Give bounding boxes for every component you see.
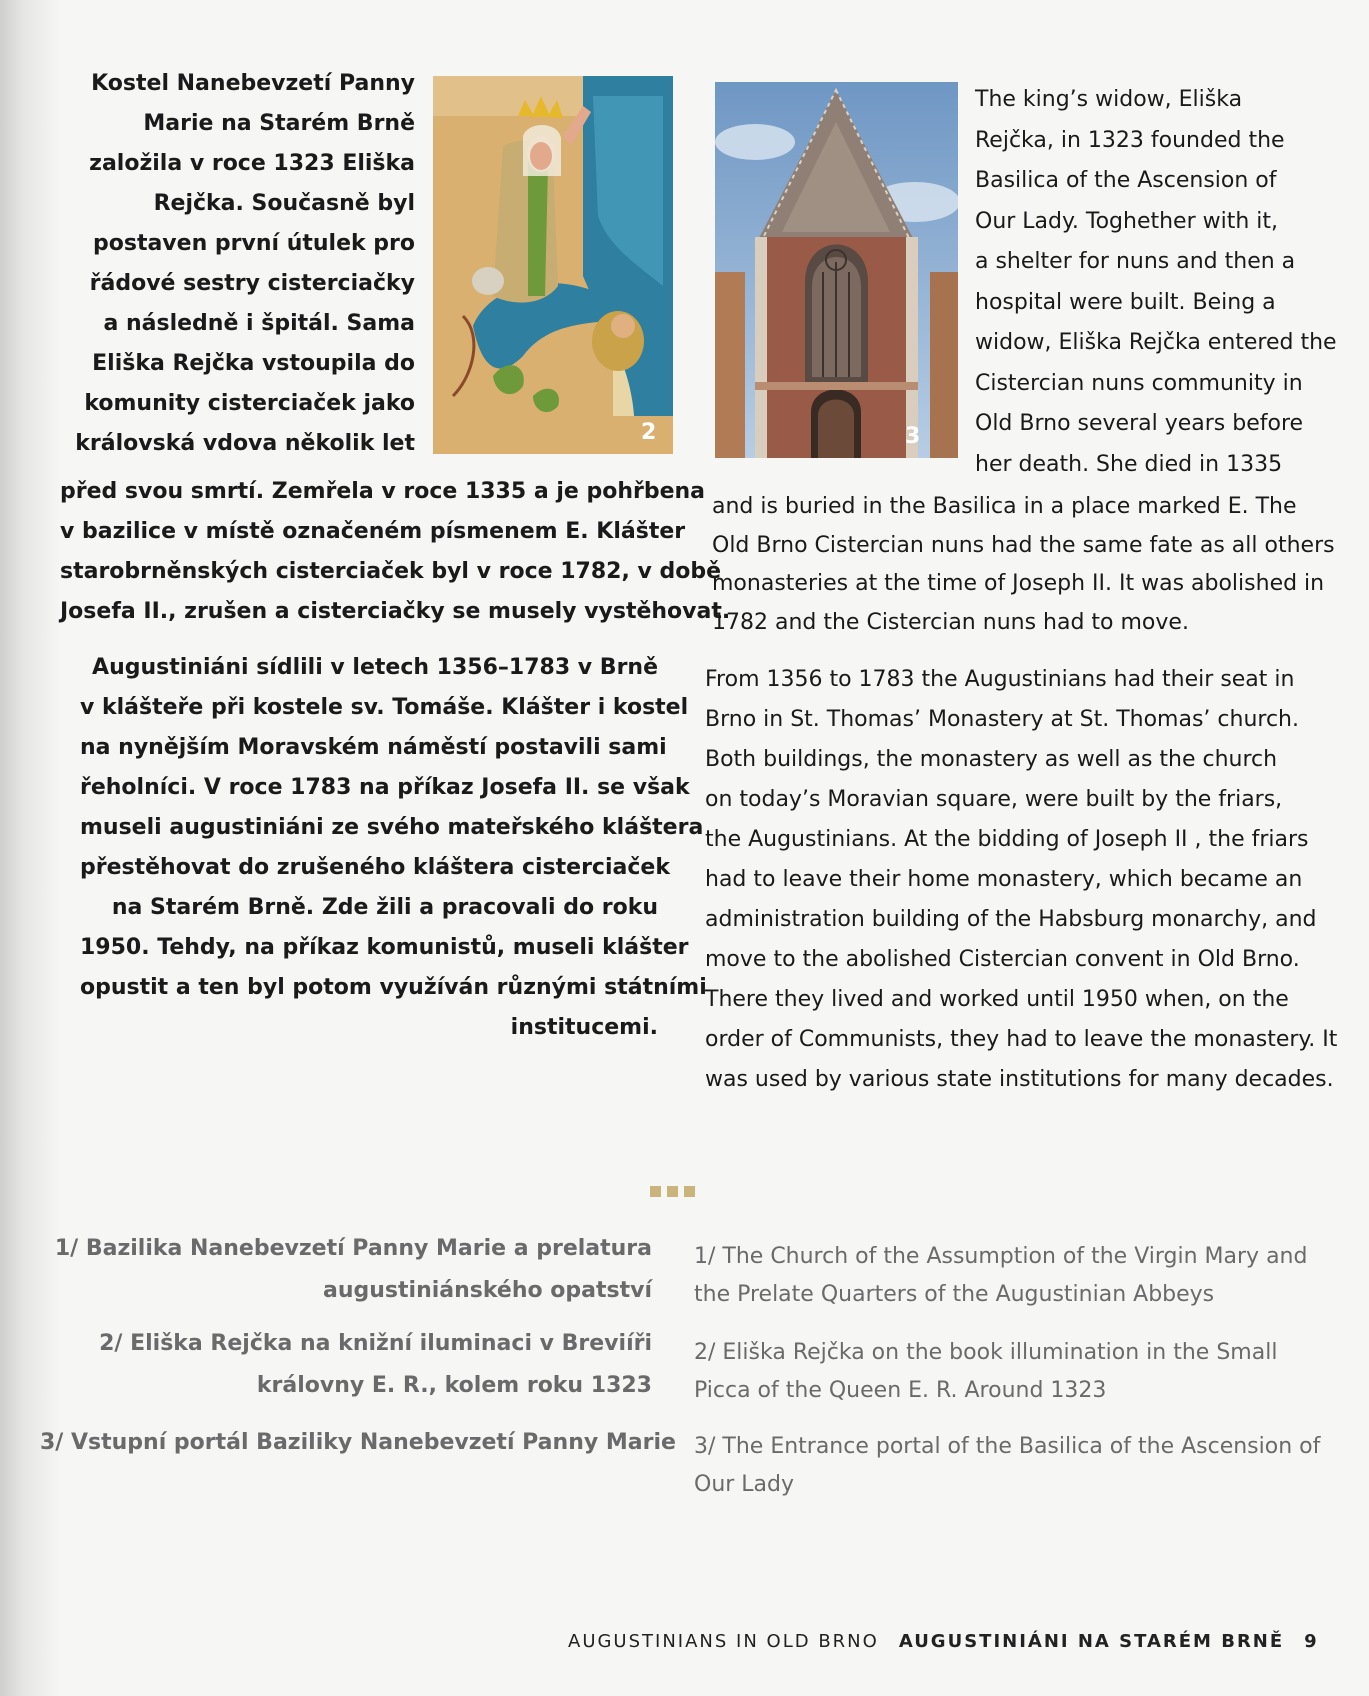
footer-title-english: AUGUSTINIANS IN OLD BRNO <box>568 1630 879 1652</box>
caption-en-2 <box>694 1334 1334 1410</box>
text-line: was used by various state institutions for many decades. <box>705 1067 1334 1092</box>
text-line: 1950. Tehdy, na příkaz komunistů, museli klášter <box>80 935 689 960</box>
text-line: Old Brno several years before <box>975 411 1304 436</box>
square-icon <box>684 1186 695 1197</box>
text-line: museli augustiniáni ze svého mateřského kláštera <box>80 815 704 840</box>
caption-cz-1 <box>40 1228 652 1312</box>
text-line: widow, Eliška Rejčka entered the <box>975 330 1337 355</box>
caption-line: 3/ Vstupní portál Baziliky Nanebevzetí Panny Marie <box>40 1430 676 1455</box>
text-line: Josefa II., zrušen a cisterciačky se musely vystěhovat. <box>60 599 731 624</box>
english-paragraph-1-wide <box>712 488 1335 642</box>
illumination-artwork <box>433 76 673 454</box>
text-line: v bazilice v místě označeném písmenem E. Klášter <box>60 519 686 544</box>
english-paragraph-1-narrow <box>975 80 1337 485</box>
caption-line: 2/ Eliška Rejčka na knižní iluminaci v Breviíři <box>99 1331 652 1356</box>
text-line: on today’s Moravian square, were built by the friars, <box>705 787 1283 812</box>
page-footer <box>568 1626 1319 1656</box>
english-paragraph-2 <box>705 660 1338 1100</box>
caption-line: 1/ Bazilika Nanebevzetí Panny Marie a prelatura <box>54 1236 652 1261</box>
text-line: královská vdova několik let <box>75 431 415 456</box>
text-line: v klášteře při kostele sv. Tomáše. Klášter i kostel <box>80 695 689 720</box>
caption-line: the Prelate Quarters of the Augustinian Abbeys <box>694 1282 1215 1307</box>
text-line: 1782 and the Cistercian nuns had to move. <box>712 609 1189 635</box>
text-line: opustit a ten byl potom využíván různými státními <box>80 975 707 1000</box>
czech-paragraph-1-narrow <box>60 64 415 464</box>
text-line: Brno in St. Thomas’ Monastery at St. Thomas’ church. <box>705 707 1299 732</box>
text-line: order of Communists, they had to leave the monastery. It <box>705 1027 1338 1052</box>
text-line: There they lived and worked until 1950 when, on the <box>705 987 1289 1012</box>
text-line: na nynějším Moravském náměstí postavili sami <box>80 735 667 760</box>
portal-image <box>715 82 958 458</box>
text-line: From 1356 to 1783 the Augustinians had their seat in <box>705 667 1295 692</box>
text-line: před svou smrtí. Zemřela v roce 1335 a je pohřbena <box>60 479 706 504</box>
text-line: hospital were built. Being a <box>975 289 1276 315</box>
text-line: postaven první útulek pro <box>92 231 415 256</box>
text-line: Eliška Rejčka vstoupila do <box>92 351 415 376</box>
caption-cz-3 <box>40 1422 676 1464</box>
separator-dots <box>650 1182 710 1196</box>
text-line: Our Lady. Toghether with it, <box>975 208 1279 234</box>
caption-cz-2 <box>40 1323 652 1407</box>
text-line: Basilica of the Ascension of <box>975 168 1277 193</box>
illumination-image <box>433 76 673 454</box>
text-line: Old Brno Cistercian nuns had the same fate as all others <box>712 532 1335 558</box>
text-line: move to the abolished Cistercian convent in Old Brno. <box>705 947 1300 972</box>
caption-line: augustiniánského opatství <box>323 1278 652 1303</box>
text-line: Cistercian nuns community in <box>975 370 1303 396</box>
text-line: the Augustinians. At the bidding of Joseph II , the friars <box>705 827 1309 852</box>
text-line: institucemi. <box>510 1015 658 1040</box>
text-line: Rejčka. Současně byl <box>153 191 415 216</box>
text-line: and is buried in the Basilica in a place marked E. The <box>712 494 1297 519</box>
text-line: administration building of the Habsburg monarchy, and <box>705 907 1317 932</box>
text-line: Both buildings, the monastery as well as the church <box>705 747 1278 772</box>
text-line: a následně i špitál. Sama <box>103 311 415 336</box>
czech-paragraph-2 <box>80 648 707 1048</box>
caption-line: královny E. R., kolem roku 1323 <box>256 1373 652 1398</box>
text-line: monasteries at the time of Joseph II. It was abolished in <box>712 571 1325 596</box>
image-number-3: 3 <box>905 424 921 449</box>
square-icon <box>667 1186 678 1197</box>
text-line: starobrněnských cisterciaček byl v roce 1782, v době <box>60 559 721 584</box>
text-line: na Starém Brně. Zde žili a pracovali do roku <box>111 895 658 920</box>
text-line: komunity cisterciaček jako <box>84 391 415 416</box>
page-number: 9 <box>1304 1630 1319 1652</box>
text-line: Rejčka, in 1323 founded the <box>975 127 1285 153</box>
footer-title-czech: AUGUSTINIÁNI NA STARÉM BRNĚ <box>898 1630 1285 1652</box>
caption-line: Picca of the Queen E. R. Around 1323 <box>694 1378 1107 1403</box>
text-line: řeholníci. V roce 1783 na příkaz Josefa II. se však <box>80 775 690 800</box>
text-line: Marie na Starém Brně <box>143 111 415 136</box>
image-number-2: 2 <box>641 420 657 445</box>
text-line: her death. She died in 1335 <box>975 451 1283 477</box>
portal-artwork <box>715 82 958 458</box>
text-line: Kostel Nanebevzetí Panny <box>91 71 415 96</box>
text-line: řádové sestry cisterciačky <box>89 271 415 296</box>
czech-paragraph-1-wide <box>60 472 731 632</box>
text-line: The king’s widow, Eliška <box>975 87 1243 112</box>
caption-line: 2/ Eliška Rejčka on the book illumination in the Small <box>694 1340 1278 1365</box>
caption-line: 1/ The Church of the Assumption of the Virgin Mary and <box>694 1244 1308 1269</box>
square-icon <box>650 1186 661 1197</box>
text-line: přestěhovat do zrušeného kláštera cisterciaček <box>80 855 670 880</box>
text-line: založila v roce 1323 Eliška <box>89 151 415 176</box>
caption-line: 3/ The Entrance portal of the Basilica of the Ascension of <box>694 1434 1321 1459</box>
text-line: Augustiniáni sídlili v letech 1356–1783 v Brně <box>92 655 658 680</box>
caption-en-3 <box>694 1428 1334 1504</box>
text-line: a shelter for nuns and then a <box>975 249 1296 274</box>
text-line: had to leave their home monastery, which became an <box>705 867 1303 892</box>
caption-line: Our Lady <box>694 1472 795 1497</box>
caption-en-1 <box>694 1238 1334 1314</box>
